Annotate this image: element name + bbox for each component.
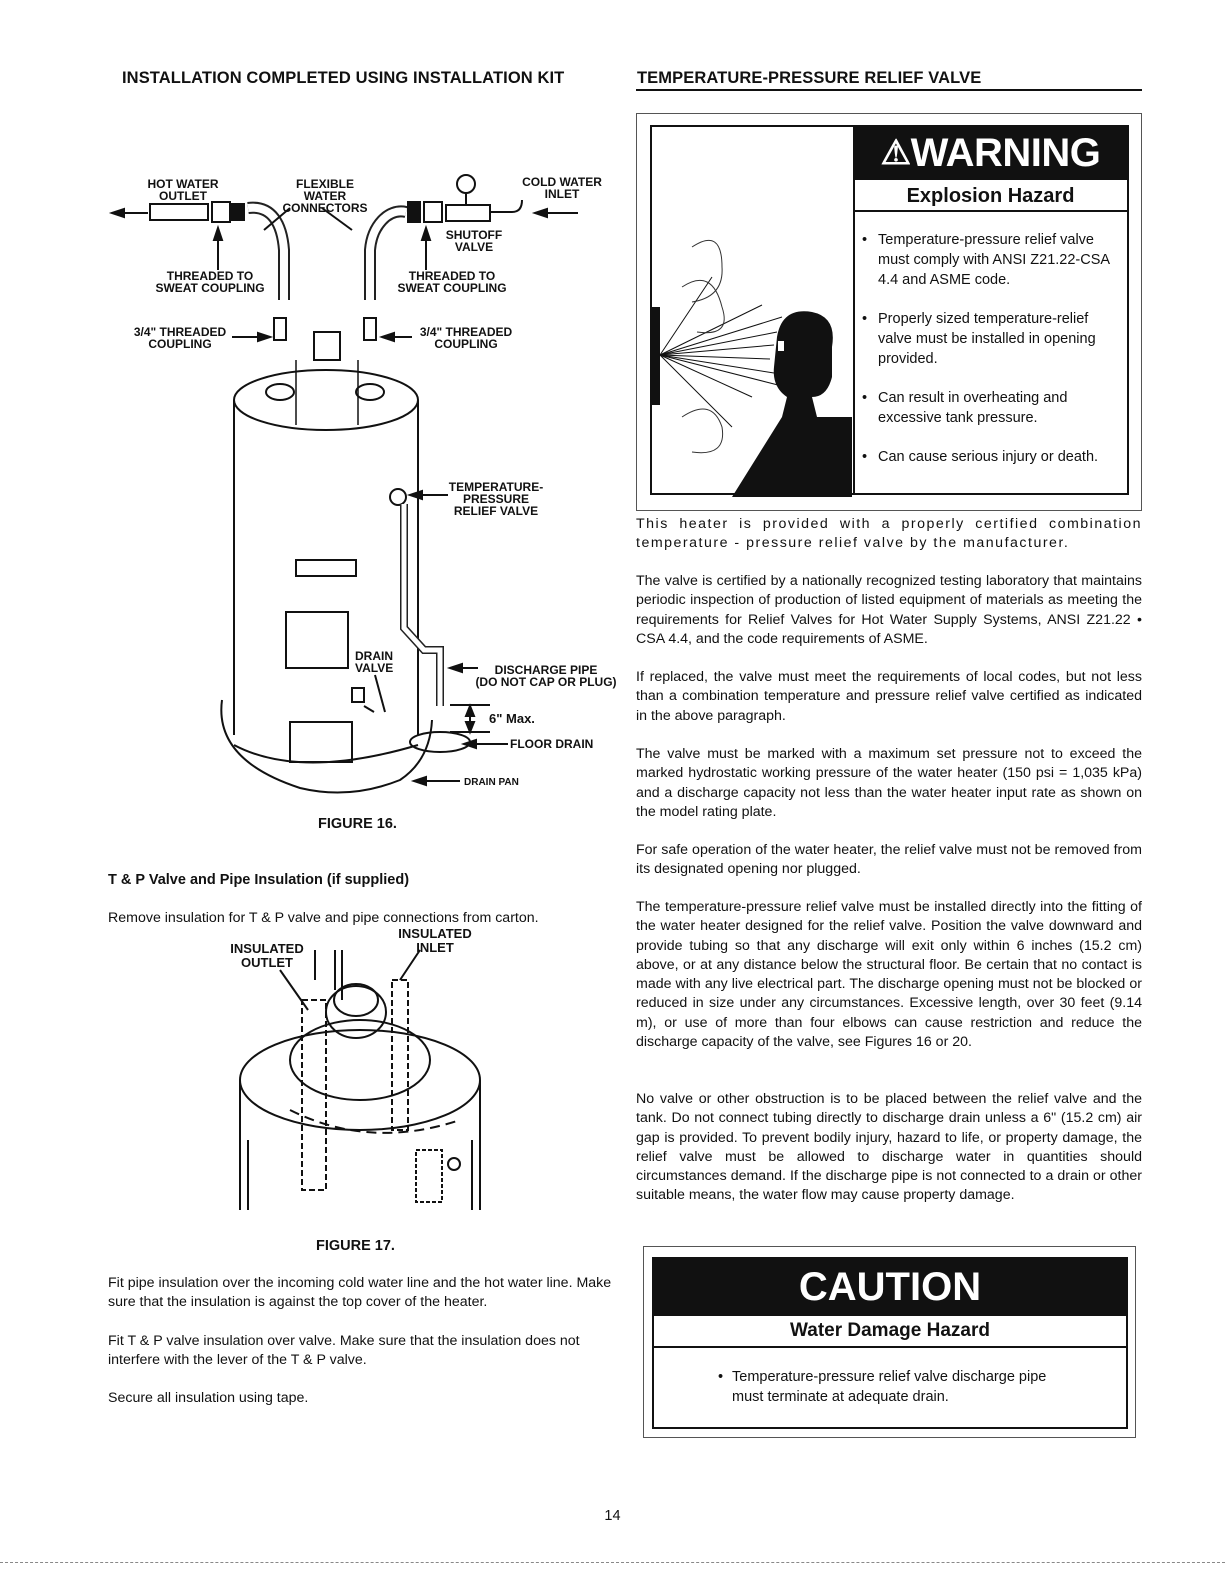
label-tp-relief-valve: TEMPERATURE- PRESSURE RELIEF VALVE bbox=[448, 480, 544, 518]
figure-17-illustration bbox=[230, 940, 530, 1240]
label-discharge-pipe: DISCHARGE PIPE (DO NOT CAP OR PLUG) bbox=[475, 663, 617, 689]
label-shutoff-valve: SHUTOFF VALVE bbox=[445, 228, 503, 254]
warning-item: • Can result in overheating and excessive tank pressure. bbox=[862, 388, 1124, 428]
warning-item: • Can cause serious injury or death. bbox=[862, 447, 1124, 467]
label-flexible-water-connectors: FLEXIBLE WATER CONNECTORS bbox=[282, 177, 368, 215]
warning-subtitle: Explosion Hazard bbox=[854, 180, 1127, 212]
label-threaded-coupling-left: 3/4" THREADED COUPLING bbox=[133, 325, 227, 351]
caution-list bbox=[718, 1367, 1078, 1407]
figure-17-caption: FIGURE 17. bbox=[316, 1238, 395, 1254]
label-threaded-coupling-right: 3/4" THREADED COUPLING bbox=[419, 325, 513, 351]
label-drain-pan: DRAIN PAN bbox=[464, 777, 519, 788]
warning-title: WARNING bbox=[910, 131, 1101, 175]
left-section-heading: INSTALLATION COMPLETED USING INSTALLATION KIT bbox=[122, 69, 565, 87]
label-floor-drain: FLOOR DRAIN bbox=[510, 737, 594, 751]
right-section-heading: TEMPERATURE-PRESSURE RELIEF VALVE bbox=[637, 69, 982, 87]
right-paragraph-4: The valve must be marked with a maximum set pressure not to exceed the marked hydrostatic working pressure of the water heater (150 psi = 1,035 kPa) and a discharge capacity not less than the water heater input rate as shown on the model rating plate. bbox=[636, 746, 1142, 820]
caution-item: • Temperature-pressure relief valve discharge pipe must terminate at adequate drain. bbox=[718, 1367, 1078, 1407]
caution-title: CAUTION bbox=[654, 1259, 1126, 1316]
right-paragraph-7: No valve or other obstruction is to be placed between the relief valve and the tank. Do not connect tubing directly to discharge drain unless a 6" (15.2 cm) air gap is provided. To prevent bodily injury, hazard to life, or property damage, the relief valve must be allowed to discharge water in quantities should circumstances demand. If the discharge pipe is not connected to a drain or other suitable means, the water flow may cause property damage. bbox=[636, 1091, 1142, 1204]
page-bottom-rule bbox=[0, 1562, 1225, 1563]
right-paragraph-6: The temperature-pressure relief valve must be installed directly into the fitting of the water heater designed for the relief valve. Position the valve downward and provide tubing so that any discharge will exit only within 6 inches (15.2 cm) above, or at any distance below the structural floor. Be certain that no contact is made with any live electrical part. The discharge opening must not be blocked or reduced in size under any circumstances. Excessive length, over 30 feet (9.14 m), or use of more than four elbows can cause restriction and reduce the discharge capacity of the valve, see Figures 16 or 20. bbox=[636, 899, 1142, 1051]
warning-title-band bbox=[854, 127, 1127, 180]
explosion-hazard-pictogram-icon bbox=[652, 127, 852, 487]
insulation-paragraph-1: Fit pipe insulation over the incoming cold water line and the hot water line. Make sure that the insulation is against the top cover of the heater. bbox=[108, 1275, 612, 1311]
warning-item: • Temperature-pressure relief valve must comply with ANSI Z21.22-CSA 4.4 and ASME code. bbox=[862, 230, 1124, 290]
label-insulated-outlet: INSULATED OUTLET bbox=[230, 941, 304, 970]
label-threaded-to-sweat-left: THREADED TO SWEAT COUPLING bbox=[155, 269, 265, 295]
page-number: 14 bbox=[604, 1508, 621, 1524]
insulation-paragraph-2: Fit T & P valve insulation over valve. Make sure that the insulation does not interfere with the lever of the T & P valve. bbox=[108, 1333, 580, 1369]
right-paragraph-2: The valve is certified by a nationally recognized testing laboratory that maintains periodic inspection of production of listed equipment of materials as meeting the requirements for Relief Valves for Hot Water Supply Systems, ANSI Z21.22 • CSA 4.4, and the code requirements of ASME. bbox=[636, 573, 1142, 647]
warning-item: • Properly sized temperature-relief valve must be installed in opening provided. bbox=[862, 309, 1124, 369]
figure-16-illustration bbox=[0, 0, 600, 720]
label-insulated-inlet: INSULATED INLET bbox=[398, 926, 472, 955]
warning-list bbox=[862, 230, 1124, 486]
label-drain-valve: DRAIN VALVE bbox=[355, 649, 394, 675]
label-six-inch-max: 6" Max. bbox=[489, 711, 535, 726]
insulation-intro: Remove insulation for T & P valve and pipe connections from carton. bbox=[108, 910, 539, 926]
right-heading-rule bbox=[636, 89, 1142, 91]
right-paragraph-1: This heater is provided with a properly certified combination temperature - pressure relief valve by the manufacturer. bbox=[636, 516, 1142, 552]
insulation-paragraph-3: Secure all insulation using tape. bbox=[108, 1390, 309, 1406]
label-hot-water-outlet: HOT WATER OUTLET bbox=[147, 177, 219, 203]
warning-triangle-icon: ⚠ bbox=[880, 134, 911, 172]
figure-16-caption: FIGURE 16. bbox=[318, 816, 397, 832]
label-threaded-to-sweat-right: THREADED TO SWEAT COUPLING bbox=[397, 269, 507, 295]
right-paragraph-3: If replaced, the valve must meet the requirements of local codes, but not less than a combination temperature and pressure relief valve certified as indicated in the above paragraph. bbox=[636, 669, 1142, 724]
right-paragraph-5: For safe operation of the water heater, the relief valve must not be removed from its designated opening nor plugged. bbox=[636, 842, 1142, 878]
caution-subtitle: Water Damage Hazard bbox=[654, 1316, 1126, 1348]
insulation-heading: T & P Valve and Pipe Insulation (if supplied) bbox=[108, 872, 410, 888]
label-cold-water-inlet: COLD WATER INLET bbox=[522, 175, 602, 201]
